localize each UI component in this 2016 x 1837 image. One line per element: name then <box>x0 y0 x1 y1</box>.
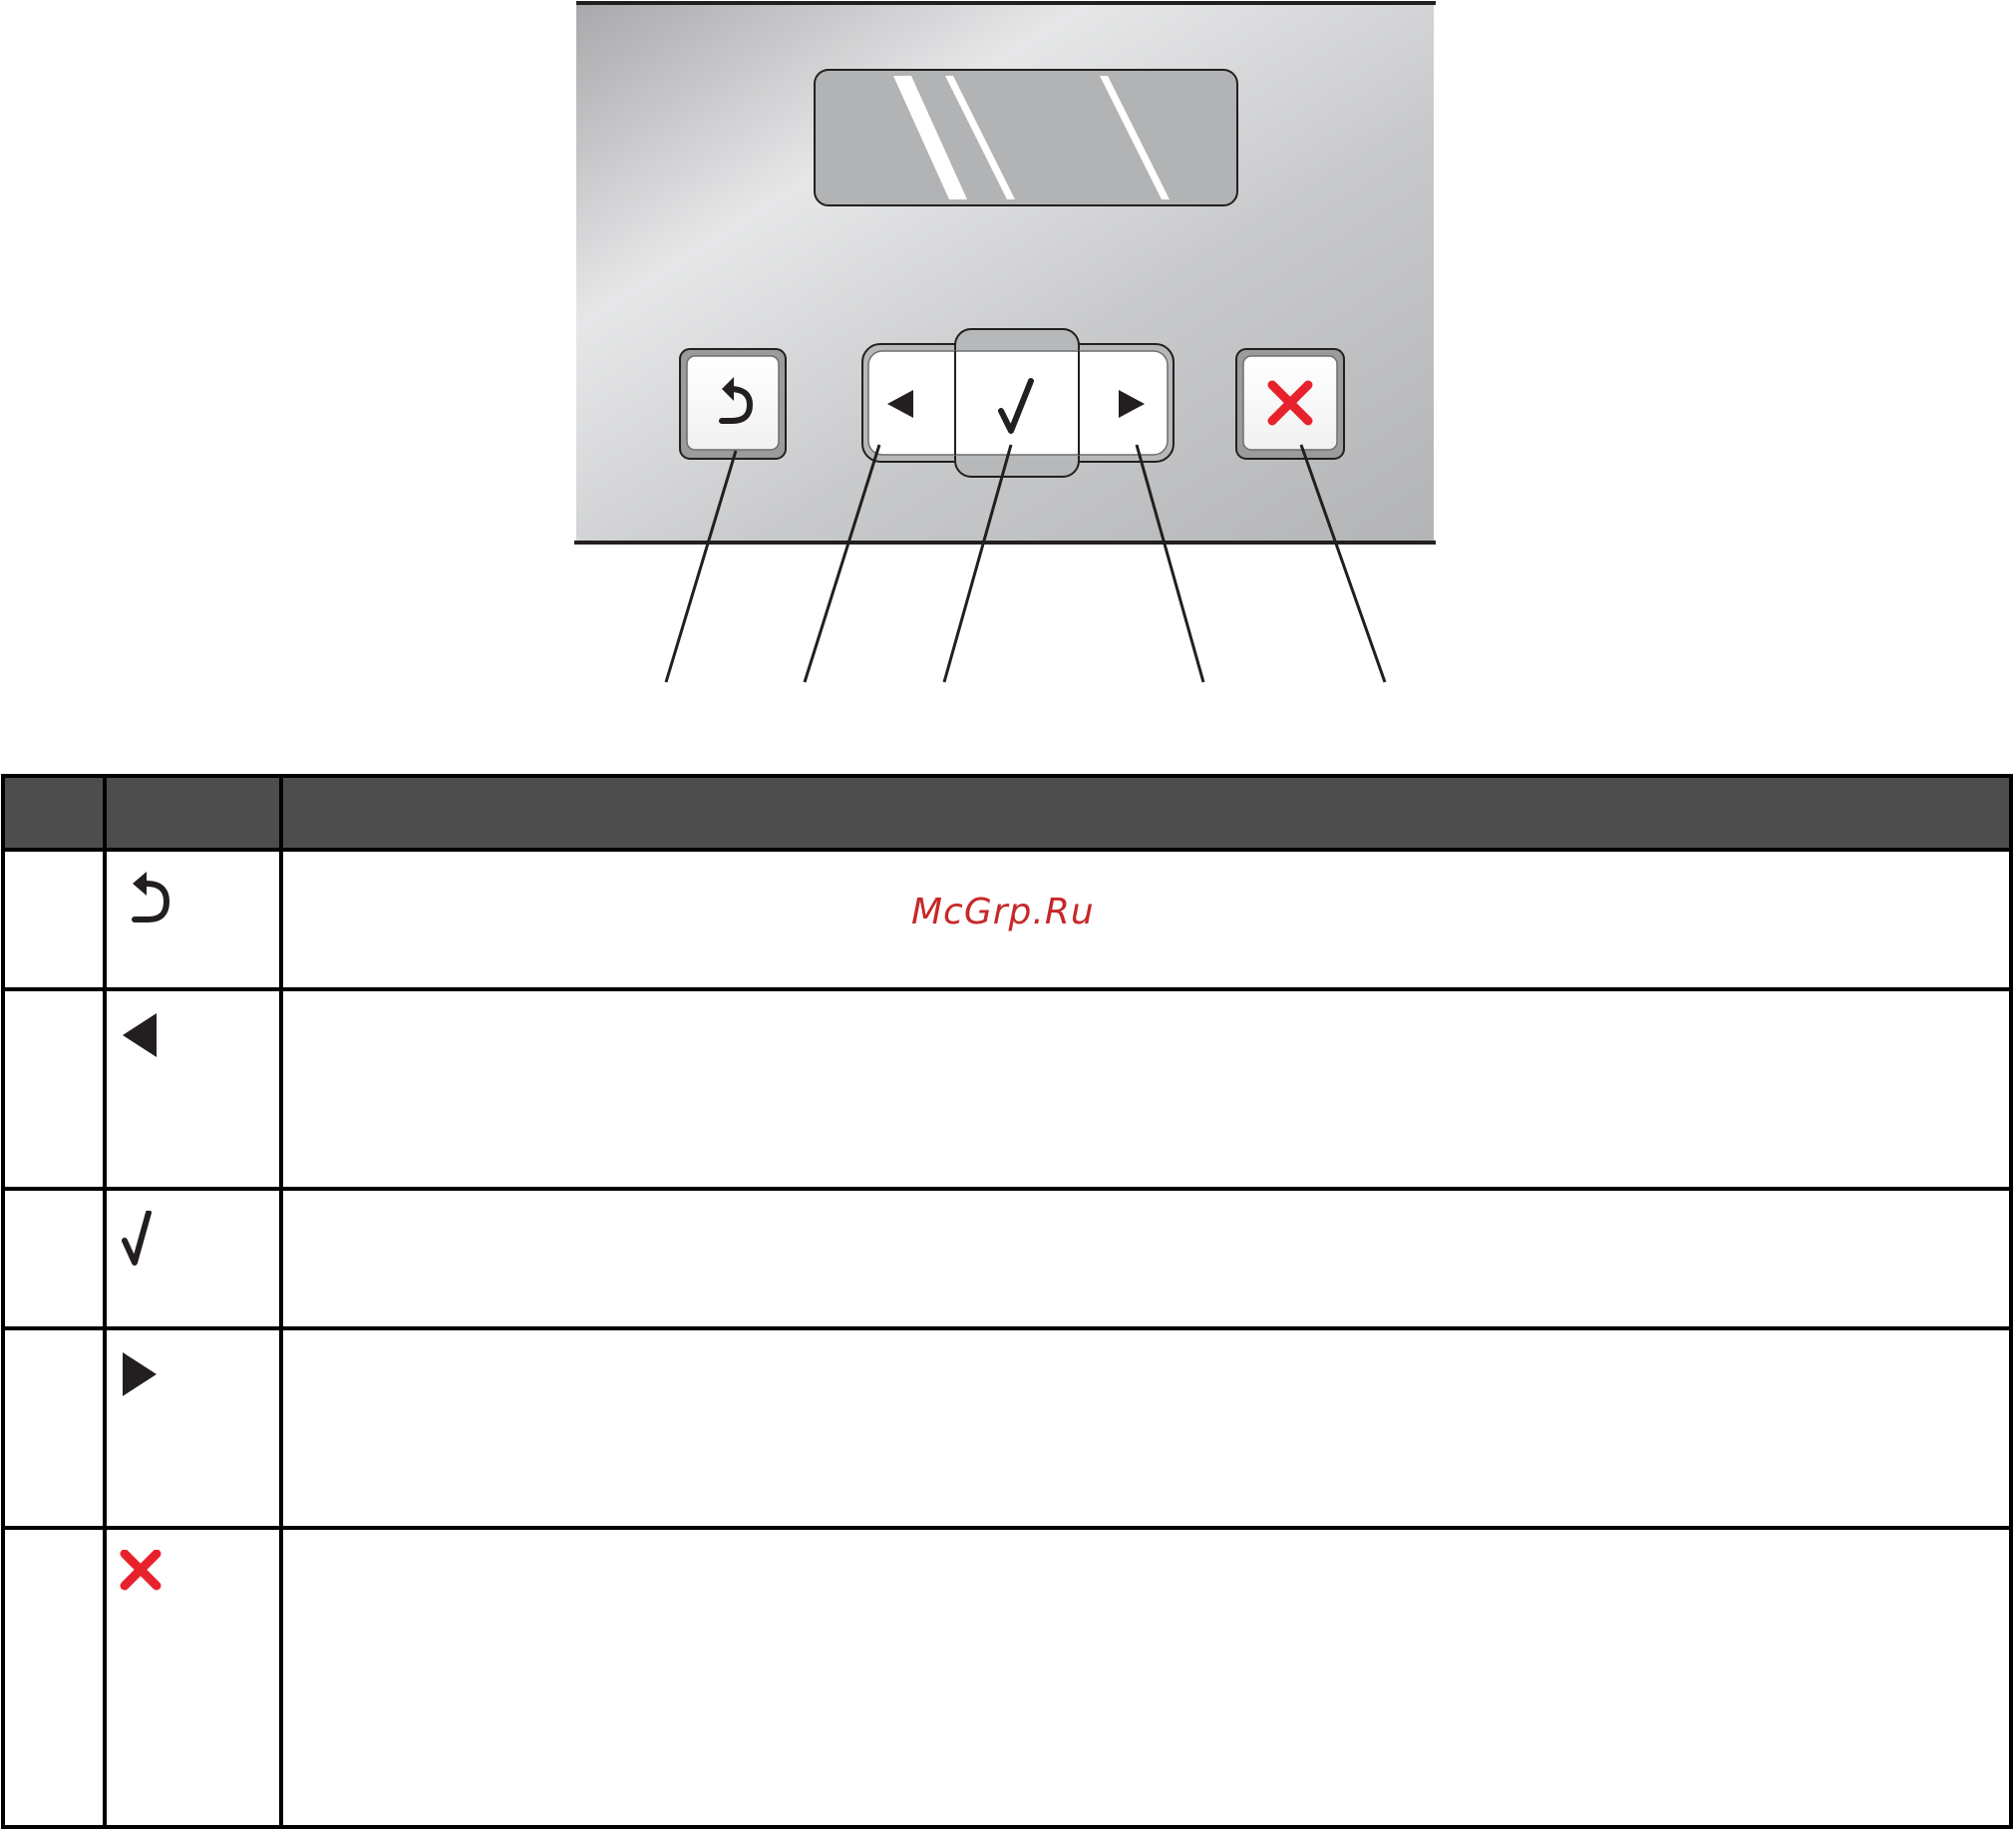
row-description <box>281 1328 2011 1528</box>
row-number <box>3 1528 105 1827</box>
checkmark-icon <box>119 1211 188 1281</box>
table-row <box>3 1189 2011 1328</box>
row-description <box>281 850 2011 989</box>
row-description <box>281 1528 2011 1827</box>
cancel-x-icon <box>119 1550 188 1620</box>
row-icon <box>105 1189 281 1328</box>
control-panel-diagram <box>0 0 2016 698</box>
row-icon <box>105 850 281 989</box>
cancel-button[interactable] <box>1236 349 1344 459</box>
table-header <box>3 776 2011 850</box>
row-number <box>3 989 105 1189</box>
right-arrow-button[interactable] <box>1080 353 1166 453</box>
row-icon <box>105 1528 281 1827</box>
row-description <box>281 989 2011 1189</box>
table-row <box>3 1328 2011 1528</box>
left-arrow-icon <box>119 1011 188 1081</box>
select-button[interactable] <box>956 353 1078 453</box>
row-icon <box>105 989 281 1189</box>
button-key-table <box>1 774 2013 1829</box>
watermark-text: McGrp.Ru <box>911 892 1095 932</box>
row-number <box>3 1328 105 1528</box>
row-icon <box>105 1328 281 1528</box>
table-row <box>3 850 2011 989</box>
table-row <box>3 1528 2011 1827</box>
header-description <box>281 776 2011 850</box>
right-arrow-icon <box>119 1350 188 1420</box>
lcd-display <box>815 70 1237 205</box>
table-row <box>3 989 2011 1189</box>
left-arrow-button[interactable] <box>870 353 954 453</box>
back-arrow-icon <box>119 872 188 941</box>
row-number <box>3 1189 105 1328</box>
header-icon <box>105 776 281 850</box>
row-number <box>3 850 105 989</box>
back-button[interactable] <box>680 349 786 459</box>
row-description <box>281 1189 2011 1328</box>
header-number <box>3 776 105 850</box>
